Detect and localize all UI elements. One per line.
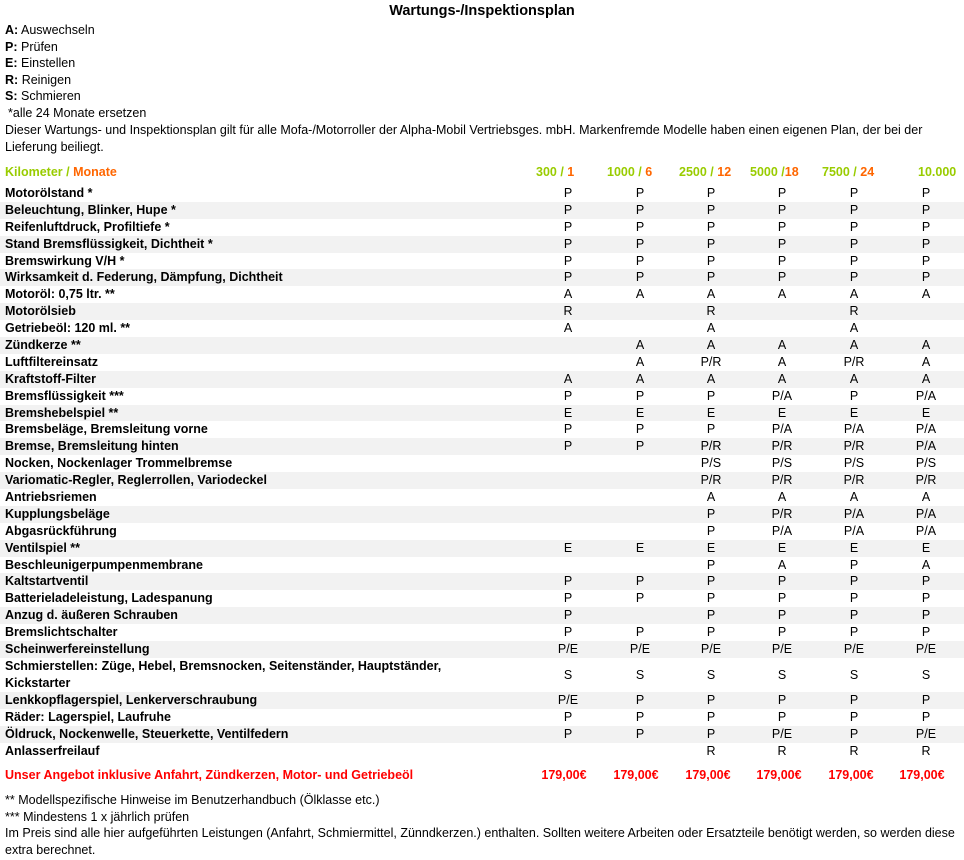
- table-cell: P: [921, 202, 931, 217]
- table-cell: S: [849, 667, 859, 682]
- row-label: Wirksamkeit d. Federung, Dämpfung, Dichtheit: [5, 270, 283, 285]
- row-label: Bremse, Bremsleitung hinten: [5, 439, 179, 454]
- table-cell: P/A: [915, 422, 937, 437]
- table-row: [0, 658, 964, 692]
- table-cell: P: [777, 591, 787, 606]
- header-col-2: 1000 / 6: [607, 165, 653, 179]
- row-label: Kaltstartventil: [5, 574, 89, 589]
- table-cell: R: [921, 743, 931, 758]
- table-cell: P: [563, 574, 573, 589]
- row-label: Antriebsriemen: [5, 490, 97, 505]
- row-label: Scheinwerfereinstellung: [5, 642, 150, 657]
- table-cell: P: [849, 574, 859, 589]
- table-cell: P: [706, 388, 716, 403]
- table-cell: P: [849, 219, 859, 234]
- table-row: [0, 354, 964, 371]
- table-row: [0, 692, 964, 709]
- table-cell: E: [849, 540, 859, 555]
- table-cell: P: [706, 270, 716, 285]
- table-cell: P: [563, 236, 573, 251]
- table-cell: P/R: [700, 439, 722, 454]
- table-cell: S: [706, 667, 716, 682]
- table-row: [0, 726, 964, 743]
- table-cell: P/S: [915, 456, 937, 471]
- table-cell: P/R: [700, 354, 722, 369]
- row-label: Motorölstand *: [5, 186, 93, 200]
- table-cell: A: [635, 338, 645, 353]
- table-cell: E: [563, 405, 573, 420]
- table-row: [0, 269, 964, 286]
- table-cell: R: [706, 304, 716, 319]
- row-label: Ventilspiel **: [5, 540, 81, 555]
- table-row: [0, 320, 964, 337]
- table-row: [0, 624, 964, 641]
- table-row: [0, 573, 964, 590]
- table-cell: P: [563, 270, 573, 285]
- table-cell: E: [921, 405, 931, 420]
- table-cell: R: [706, 743, 716, 758]
- table-row: [0, 388, 964, 405]
- table-cell: P/R: [843, 473, 865, 488]
- table-cell: P: [706, 253, 716, 268]
- table-cell: P: [777, 574, 787, 589]
- table-row: [0, 185, 964, 202]
- footnote: ** Modellspezifische Hinweise im Benutzerhandbuch (Ölklasse etc.): [5, 793, 380, 807]
- table-cell: P: [777, 236, 787, 251]
- table-cell: A: [563, 371, 573, 386]
- table-cell: P: [777, 608, 787, 623]
- table-cell: P: [706, 557, 716, 572]
- table-cell: P: [635, 591, 645, 606]
- table-cell: P/S: [843, 456, 865, 471]
- intro-text: Dieser Wartungs- und Inspektionsplan gilt für alle Mofa-/Motorroller der Alpha-Mobil Vertriebsges. mbH. Markenfremde Modelle haben einen eigenen Plan, der bei der Lieferung beiliegt.: [5, 123, 923, 154]
- table-cell: P/R: [771, 439, 793, 454]
- table-cell: P: [921, 270, 931, 285]
- table-cell: A: [921, 557, 931, 572]
- table-cell: A: [777, 557, 787, 572]
- table-cell: P: [849, 557, 859, 572]
- legend-item-p: P: Prüfen: [5, 39, 58, 54]
- table-cell: P: [706, 591, 716, 606]
- table-cell: P/E: [771, 642, 793, 657]
- table-cell: P: [635, 422, 645, 437]
- table-cell: A: [563, 287, 573, 302]
- offer-price: 179,00€: [899, 768, 945, 782]
- table-cell: A: [921, 338, 931, 353]
- table-cell: P/S: [700, 456, 722, 471]
- table-cell: P: [849, 625, 859, 640]
- table-cell: P: [563, 219, 573, 234]
- table-cell: P: [849, 270, 859, 285]
- table-header: [0, 165, 964, 182]
- table-cell: P: [706, 236, 716, 251]
- table-cell: P: [921, 236, 931, 251]
- table-cell: P/A: [915, 439, 937, 454]
- table-cell: A: [563, 321, 573, 336]
- table-cell: P: [849, 186, 859, 200]
- header-col-6: 10.000: [918, 165, 957, 179]
- offer-row: [0, 768, 964, 786]
- table-cell: P: [921, 219, 931, 234]
- table-row: [0, 236, 964, 253]
- table-cell: P/A: [915, 506, 937, 521]
- table-cell: A: [777, 354, 787, 369]
- table-cell: A: [706, 371, 716, 386]
- table-cell: P: [706, 219, 716, 234]
- table-cell: A: [777, 338, 787, 353]
- table-cell: P: [777, 202, 787, 217]
- table-cell: P: [921, 591, 931, 606]
- table-cell: P: [706, 574, 716, 589]
- table-cell: P: [563, 709, 573, 724]
- table-cell: P/E: [843, 642, 865, 657]
- table-cell: P/R: [843, 439, 865, 454]
- header-col-5: 7500 / 24: [822, 165, 875, 179]
- header-col-3: 2500 / 12: [679, 165, 732, 179]
- table-cell: P: [777, 709, 787, 724]
- table-cell: P/R: [700, 473, 722, 488]
- table-cell: P/A: [915, 388, 937, 403]
- table-cell: S: [777, 667, 787, 682]
- table-row: [0, 253, 964, 270]
- table-cell: P/A: [843, 422, 865, 437]
- table-row: [0, 337, 964, 354]
- offer-price: 179,00€: [756, 768, 802, 782]
- row-label: Bremsbeläge, Bremsleitung vorne: [5, 422, 208, 437]
- row-label: Zündkerze **: [5, 338, 81, 353]
- table-cell: P/A: [843, 506, 865, 521]
- header-label: Kilometer / Monate: [5, 165, 117, 179]
- row-label: Öldruck, Nockenwelle, Steuerkette, Ventilfedern: [5, 726, 289, 741]
- table-cell: P: [921, 186, 931, 200]
- table-cell: A: [849, 321, 859, 336]
- table-cell: P/E: [771, 726, 793, 741]
- table-cell: P: [921, 709, 931, 724]
- table-cell: E: [777, 540, 787, 555]
- row-label: Anlasserfreilauf: [5, 743, 100, 758]
- table-cell: E: [921, 540, 931, 555]
- legend-item-e: E: Einstellen: [5, 56, 76, 70]
- table-cell: P: [706, 692, 716, 707]
- table-cell: P: [777, 253, 787, 268]
- table-row: [0, 219, 964, 236]
- table-cell: P: [635, 625, 645, 640]
- table-cell: P/R: [771, 473, 793, 488]
- table-cell: P: [635, 253, 645, 268]
- table-row: [0, 641, 964, 658]
- legend: [5, 22, 146, 121]
- table-row: [0, 405, 964, 422]
- table-cell: A: [777, 287, 787, 302]
- table-cell: P: [563, 422, 573, 437]
- table-cell: E: [635, 540, 645, 555]
- row-label: Bremshebelspiel **: [5, 405, 119, 420]
- table-cell: P/R: [915, 473, 937, 488]
- table-cell: P: [921, 608, 931, 623]
- row-label: Variomatic-Regler, Reglerrollen, Variodeckel: [5, 473, 267, 488]
- table-cell: A: [635, 287, 645, 302]
- table-cell: A: [849, 490, 859, 505]
- header-col-4: 5000 /18: [750, 165, 799, 179]
- table-cell: P: [849, 253, 859, 268]
- table-row: [0, 590, 964, 607]
- table-cell: P/A: [843, 523, 865, 538]
- maintenance-table: [0, 185, 964, 760]
- table-cell: P: [849, 202, 859, 217]
- table-cell: P: [635, 574, 645, 589]
- table-cell: E: [777, 405, 787, 420]
- table-cell: E: [635, 405, 645, 420]
- table-cell: P: [706, 202, 716, 217]
- table-cell: S: [921, 667, 931, 682]
- table-cell: P/E: [915, 642, 937, 657]
- table-cell: A: [706, 490, 716, 505]
- table-row: [0, 557, 964, 574]
- row-label: Kupplungsbeläge: [5, 506, 110, 521]
- row-label: Räder: Lagerspiel, Laufruhe: [5, 709, 172, 724]
- table-cell: P/E: [629, 642, 651, 657]
- table-cell: P/S: [771, 456, 793, 471]
- table-cell: P: [921, 574, 931, 589]
- table-cell: P: [563, 186, 573, 200]
- table-cell: P: [706, 506, 716, 521]
- row-label: Nocken, Nockenlager Trommelbremse: [5, 456, 233, 471]
- row-label: Abgasrückführung: [5, 523, 117, 538]
- table-row: [0, 523, 964, 540]
- row-label: Anzug d. äußeren Schrauben: [5, 608, 178, 623]
- table-row: [0, 371, 964, 388]
- row-label: Bremsflüssigkeit ***: [5, 388, 124, 403]
- table-cell: R: [777, 743, 787, 758]
- table-cell: A: [849, 371, 859, 386]
- table-cell: A: [777, 371, 787, 386]
- table-cell: P: [563, 726, 573, 741]
- table-cell: P: [706, 523, 716, 538]
- table-cell: S: [635, 667, 645, 682]
- table-cell: P: [706, 186, 716, 200]
- footnote: Im Preis sind alle hier aufgeführten Leistungen (Anfahrt, Schmiermittel, Zünndkerzen.) enthalten. Sollten weitere Arbeiten oder Ersatzteile benötigt werden, so werden diese extra berechnet.: [5, 826, 955, 857]
- table-row: [0, 303, 964, 320]
- row-label: Bremswirkung V/H *: [5, 253, 125, 268]
- table-cell: A: [849, 287, 859, 302]
- table-cell: P: [706, 625, 716, 640]
- row-label: Motorölsieb: [5, 304, 76, 319]
- table-cell: P: [706, 709, 716, 724]
- offer-price: 179,00€: [685, 768, 731, 782]
- offer-price: 179,00€: [541, 768, 587, 782]
- table-cell: P: [849, 726, 859, 741]
- offer-price: 179,00€: [613, 768, 659, 782]
- row-label: Bremslichtschalter: [5, 625, 118, 640]
- table-cell: A: [849, 338, 859, 353]
- row-label: Beschleunigerpumpenmembrane: [5, 557, 203, 572]
- table-cell: R: [849, 743, 859, 758]
- table-cell: P: [849, 692, 859, 707]
- table-cell: P: [635, 692, 645, 707]
- offer-price: 179,00€: [828, 768, 874, 782]
- offer-label: Unser Angebot inklusive Anfahrt, Zündkerzen, Motor- und Getriebeöl: [5, 768, 414, 782]
- table-cell: P/A: [771, 422, 793, 437]
- table-row: [0, 743, 964, 760]
- table-cell: P/E: [700, 642, 722, 657]
- table-cell: A: [706, 338, 716, 353]
- table-cell: P: [635, 270, 645, 285]
- row-label: Reifenluftdruck, Profiltiefe *: [5, 219, 170, 234]
- table-cell: A: [921, 371, 931, 386]
- table-cell: P: [563, 388, 573, 403]
- table-cell: P: [921, 253, 931, 268]
- row-label: Batterieladeleistung, Ladespanung: [5, 591, 213, 606]
- table-cell: P: [777, 625, 787, 640]
- row-label: Kraftstoff-Filter: [5, 371, 96, 386]
- header-col-1: 300 / 1: [536, 165, 575, 179]
- table-cell: P/E: [915, 726, 937, 741]
- table-cell: P/E: [557, 642, 579, 657]
- table-cell: P: [563, 439, 573, 454]
- table-cell: P: [921, 625, 931, 640]
- table-cell: A: [921, 354, 931, 369]
- table-cell: P: [706, 608, 716, 623]
- table-cell: P: [849, 236, 859, 251]
- table-cell: P: [563, 608, 573, 623]
- table-cell: P/A: [771, 523, 793, 538]
- table-cell: P: [563, 625, 573, 640]
- table-cell: P: [777, 186, 787, 200]
- table-cell: P: [706, 422, 716, 437]
- table-cell: P: [706, 726, 716, 741]
- table-cell: P/E: [557, 692, 579, 707]
- table-row: [0, 506, 964, 523]
- table-row: [0, 540, 964, 557]
- legend-item-a: A: Auswechseln: [5, 23, 95, 37]
- table-cell: P: [777, 270, 787, 285]
- table-row: [0, 438, 964, 455]
- table-row: [0, 421, 964, 438]
- table-cell: P: [635, 219, 645, 234]
- table-cell: A: [921, 490, 931, 505]
- footnote: *** Mindestens 1 x jährlich prüfen: [5, 809, 190, 824]
- table-cell: A: [635, 371, 645, 386]
- table-cell: P: [849, 388, 859, 403]
- table-cell: A: [635, 354, 645, 369]
- table-cell: P: [563, 591, 573, 606]
- table-cell: P: [921, 692, 931, 707]
- table-cell: P: [635, 186, 645, 200]
- table-cell: P/R: [843, 354, 865, 369]
- table-cell: R: [563, 304, 573, 319]
- table-cell: P: [777, 219, 787, 234]
- table-cell: P: [849, 591, 859, 606]
- page-title: Wartungs-/Inspektionsplan: [389, 3, 575, 19]
- table-cell: P: [635, 388, 645, 403]
- table-row: [0, 709, 964, 726]
- table-cell: P: [635, 236, 645, 251]
- table-cell: P: [777, 692, 787, 707]
- table-cell: A: [777, 490, 787, 505]
- row-label: Beleuchtung, Blinker, Hupe *: [5, 202, 176, 217]
- row-label: Lenkkopflagerspiel, Lenkerverschraubung: [5, 692, 258, 707]
- table-cell: P: [563, 202, 573, 217]
- table-cell: E: [706, 405, 716, 420]
- table-cell: P/A: [915, 523, 937, 538]
- table-row: [0, 202, 964, 219]
- table-cell: E: [706, 540, 716, 555]
- row-label: Getriebeöl: 120 ml. **: [5, 321, 131, 336]
- table-cell: P: [635, 709, 645, 724]
- table-row: [0, 286, 964, 303]
- legend-item-r: R: Reinigen: [5, 72, 72, 87]
- legend-note: *alle 24 Monate ersetzen: [8, 105, 147, 120]
- row-label: Stand Bremsflüssigkeit, Dichtheit *: [5, 236, 213, 251]
- table-cell: P/A: [771, 388, 793, 403]
- row-label: Luftfiltereinsatz: [5, 354, 99, 369]
- table-cell: A: [706, 287, 716, 302]
- table-row: [0, 472, 964, 489]
- table-cell: P: [563, 253, 573, 268]
- footnotes: [5, 792, 955, 858]
- table-cell: E: [563, 540, 573, 555]
- table-cell: A: [706, 321, 716, 336]
- row-label: Motoröl: 0,75 ltr. **: [5, 287, 115, 302]
- table-row: [0, 607, 964, 624]
- table-cell: P: [635, 202, 645, 217]
- table-cell: P: [849, 709, 859, 724]
- row-label: Schmierstellen: Züge, Hebel, Bremsnocken, Seitenständer, Hauptständer, Kickstarter: [5, 658, 442, 690]
- table-row: [0, 455, 964, 472]
- table-cell: R: [849, 304, 859, 319]
- table-cell: E: [849, 405, 859, 420]
- table-cell: A: [921, 287, 931, 302]
- table-row: [0, 489, 964, 506]
- table-cell: P: [635, 726, 645, 741]
- table-cell: P/R: [771, 506, 793, 521]
- legend-item-s: S: Schmieren: [5, 89, 81, 103]
- table-cell: S: [563, 667, 573, 682]
- table-cell: P: [849, 608, 859, 623]
- table-cell: P: [635, 439, 645, 454]
